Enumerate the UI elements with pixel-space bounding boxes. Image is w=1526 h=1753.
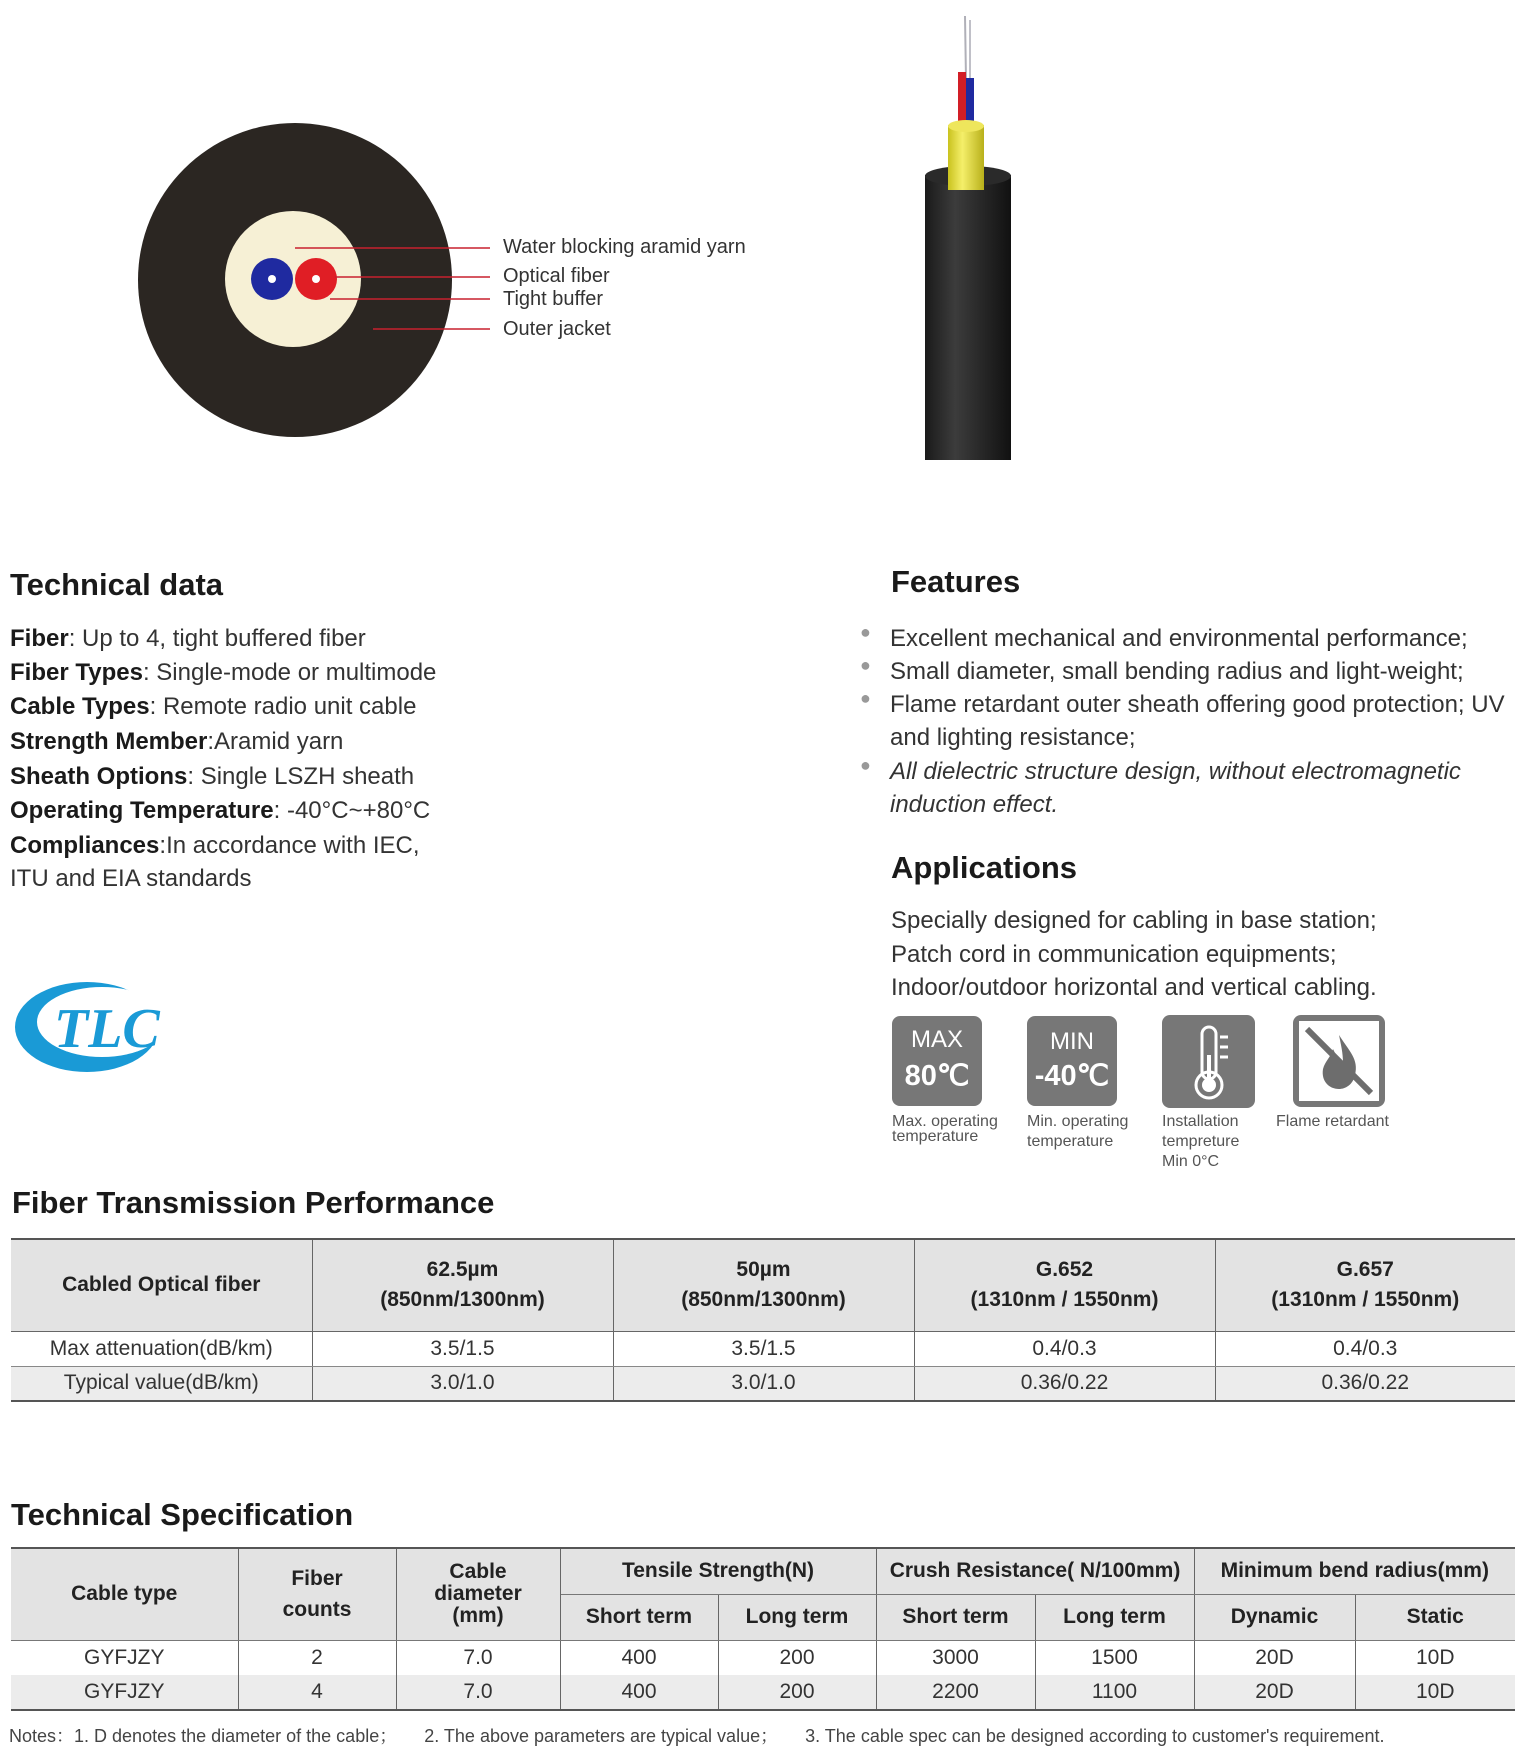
tlc-logo (12, 980, 162, 1075)
header-tensile-strength: Tensile Strength(N) (560, 1548, 876, 1594)
feature-item: ● Flame retardant outer sheath offering good protection; UV and lighting resistance; (860, 688, 1505, 751)
callout-tight-buffer: Tight buffer (503, 288, 604, 310)
header-dynamic: Dynamic (1194, 1594, 1355, 1640)
note-1: Notes：1. D denotes the diameter of the cable； (9, 1726, 398, 1746)
header-g657: G.657 (1310nm / 1550nm) (1215, 1239, 1515, 1331)
callout-lines (285, 240, 505, 340)
performance-table (11, 1238, 1515, 1402)
callout-optical-fiber: Optical fiber (503, 265, 610, 287)
header-62-5um: 62.5µm (850nm/1300nm) (312, 1239, 613, 1331)
flame-retardant-caption: Flame retardant (1276, 1113, 1389, 1130)
header-static: Static (1355, 1594, 1515, 1640)
callout-outer-jacket: Outer jacket (503, 318, 611, 340)
header-fiber-counts: Fiber counts (238, 1548, 396, 1640)
tech-line-sheath-options: Sheath Options: Single LSZH sheath (10, 763, 415, 790)
applications-title: Applications (891, 850, 1078, 885)
table-row: GYFJZY 2 7.0 400 200 3000 1500 20D 10D (11, 1640, 1515, 1675)
note-2: 2. The above parameters are typical value； (424, 1726, 779, 1746)
header-tensile-short-term: Short term (560, 1594, 718, 1640)
header-crush-resistance: Crush Resistance( N/100mm) (876, 1548, 1194, 1594)
notes (9, 1722, 1407, 1748)
max-temperature-badge: MAX 80℃ (892, 1016, 982, 1106)
table-row: Max attenuation(dB/km) 3.5/1.5 3.5/1.5 0.4/0.3 0.4/0.3 (11, 1331, 1515, 1366)
table-row: GYFJZY 4 7.0 400 200 2200 1100 20D 10D (11, 1675, 1515, 1710)
performance-title: Fiber Transmission Performance (12, 1185, 495, 1220)
header-crush-long-term: Long term (1035, 1594, 1194, 1640)
installation-temperature-badge (1162, 1015, 1255, 1108)
header-tensile-long-term: Long term (718, 1594, 876, 1640)
tech-line-fiber: Fiber: Up to 4, tight buffered fiber (10, 625, 366, 652)
feature-item: ● Excellent mechanical and environmental performance; (860, 622, 1468, 652)
application-line: Indoor/outdoor horizontal and vertical cabling. (891, 974, 1377, 1001)
header-min-bend-radius: Minimum bend radius(mm) (1194, 1548, 1515, 1594)
max-temperature-caption: Max. operating temperature (892, 1113, 998, 1145)
features-title: Features (891, 564, 1021, 599)
header-cable-type: Cable type (11, 1548, 238, 1640)
technical-data-title: Technical data (10, 567, 224, 602)
header-cabled-optical-fiber: Cabled Optical fiber (11, 1239, 312, 1331)
flame-retardant-icon (1293, 1015, 1385, 1107)
tech-line-cable-types: Cable Types: Remote radio unit cable (10, 693, 417, 720)
tech-line-fiber-types: Fiber Types: Single-mode or multimode (10, 659, 437, 686)
flame-retardant-badge (1293, 1015, 1385, 1107)
table-row: Typical value(dB/km) 3.0/1.0 3.0/1.0 0.36/0.22 0.36/0.22 (11, 1366, 1515, 1401)
tech-line-strength-member: Strength Member:Aramid yarn (10, 728, 344, 755)
specification-table (11, 1547, 1515, 1711)
logo-text: TLC (54, 998, 160, 1060)
note-3: 3. The cable spec can be designed according to customer's requirement. (805, 1726, 1385, 1746)
specification-title: Technical Specification (11, 1497, 354, 1532)
feature-item: ● Small diameter, small bending radius and light-weight; (860, 655, 1464, 685)
thermometer-icon (1162, 1015, 1255, 1108)
application-line: Specially designed for cabling in base station; (891, 907, 1377, 934)
tech-line-compliances-continued: ITU and EIA standards (10, 865, 252, 892)
min-temperature-caption: Min. operating temperature (1027, 1113, 1129, 1150)
callout-aramid-yarn: Water blocking aramid yarn (503, 236, 746, 258)
application-line: Patch cord in communication equipments; (891, 941, 1337, 968)
tech-line-operating-temperature: Operating Temperature: -40°C~+80°C (10, 797, 431, 824)
header-g652: G.652 (1310nm / 1550nm) (914, 1239, 1215, 1331)
tech-line-compliances: Compliances:In accordance with IEC, (10, 832, 420, 859)
header-crush-short-term: Short term (876, 1594, 1035, 1640)
performance-header-row (11, 1239, 1515, 1331)
feature-item: ● All dielectric structure design, without electromagnetic induction effect. (860, 755, 1461, 818)
min-temperature-badge: MIN -40℃ (1027, 1016, 1117, 1106)
header-cable-diameter: Cable diameter (mm) (396, 1548, 560, 1640)
spec-header-row (11, 1548, 1515, 1594)
header-50um: 50µm (850nm/1300nm) (613, 1239, 914, 1331)
installation-temperature-caption: Installation tempreture Min 0°C (1162, 1113, 1240, 1170)
cable-side-view-image (910, 10, 1020, 460)
